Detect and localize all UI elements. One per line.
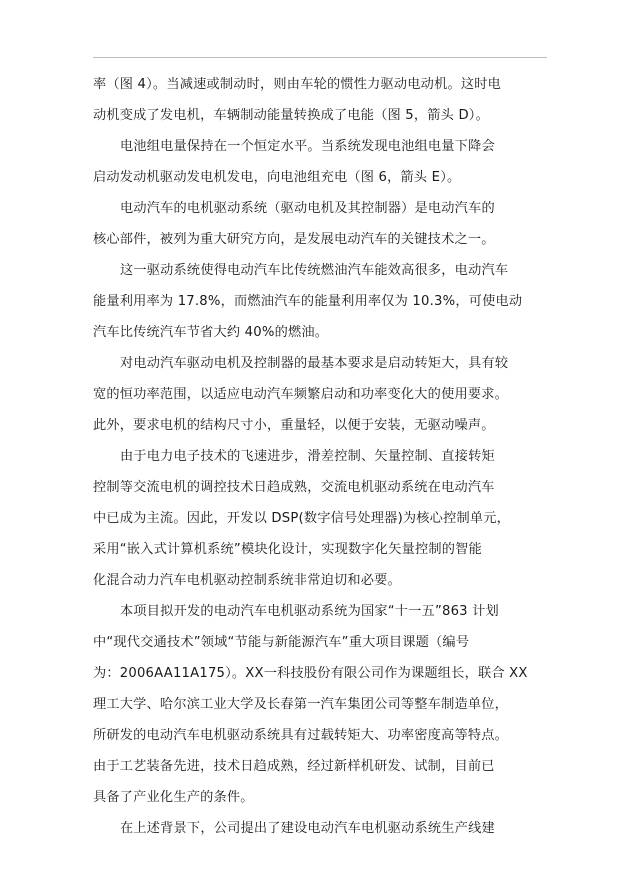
header-divider: [93, 57, 547, 58]
body-text: [93, 69, 533, 844]
text-line: 启动发动机驱动发电机发电，向电池组充电（图 6，箭头 E）。: [93, 170, 461, 185]
text-line: 中已成为主流。因此，开发以 DSP(数字信号处理器)为核心控制单元，: [93, 511, 511, 526]
paragraph-start-line: 电池组电量保持在一个恒定水平。当系统发现电池组电量下降会: [120, 139, 495, 154]
text-line: 动机变成了发电机，车辆制动能量转换成了电能（图 5，箭头 D）。: [93, 108, 489, 123]
text-line: 汽车比传统汽车节省大约 40%的燃油。: [93, 325, 329, 340]
paragraph-start-line: 由于电力电子技术的飞速进步，滑差控制、矢量控制、直接转矩: [120, 449, 495, 464]
paragraph-start-line: 对电动汽车驱动电机及控制器的最基本要求是启动转矩大，具有较: [120, 356, 509, 371]
text-line: 采用“嵌入式计算机系统”模块化设计，实现数字化矢量控制的智能: [93, 542, 482, 557]
text-line: 率（图 4）。当减速或制动时，则由车轮的惯性力驱动电动机。这时电: [93, 77, 502, 92]
text-line: 由于工艺装备先进，技术日趋成熟，经过新样机研发、试制，目前已: [93, 759, 495, 774]
text-line: 此外，要求电机的结构尺寸小，重量轻，以便于安装，无驱动噪声。: [93, 418, 495, 433]
text-line: 核心部件，被列为重大研究方向，是发展电动汽车的关键技术之一。: [93, 232, 495, 247]
paragraph-start-line: 这一驱动系统使得电动汽车比传统燃油汽车能效高很多，电动汽车: [120, 263, 509, 278]
text-line: 中“现代交通技术”领域“节能与新能源汽车”重大项目课题（编号: [93, 635, 470, 650]
paragraph-start-line: 本项目拟开发的电动汽车电机驱动系统为国家“十一五”863 计划: [120, 604, 499, 619]
text-line: 为：2006AA11A175）。XX一科技股份有限公司作为课题组长，联合 XX: [93, 666, 528, 681]
text-line: 所研发的电动汽车电机驱动系统具有过载转矩大、功率密度高等特点。: [93, 728, 509, 743]
text-line: 化混合动力汽车电机驱动控制系统非常迫切和必要。: [93, 573, 401, 588]
text-line: 宽的恒功率范围，以适应电动汽车频繁启动和功率变化大的使用要求。: [93, 387, 509, 402]
text-line: 能量利用率为 17.8%，而燃油汽车的能量利用率仅为 10.3%，可使电动: [93, 294, 523, 309]
paragraph-start-line: 在上述背景下，公司提出了建设电动汽车电机驱动系统生产线建: [120, 821, 495, 836]
paragraph-start-line: 电动汽车的电机驱动系统（驱动电机及其控制器）是电动汽车的: [120, 201, 495, 216]
text-line: 控制等交流电机的调控技术日趋成熟，交流电机驱动系统在电动汽车: [93, 480, 495, 495]
text-line: 具备了产业化生产的条件。: [93, 790, 254, 805]
text-line: 理工大学、哈尔滨工业大学及长春第一汽车集团公司等整车制造单位，: [93, 697, 509, 712]
